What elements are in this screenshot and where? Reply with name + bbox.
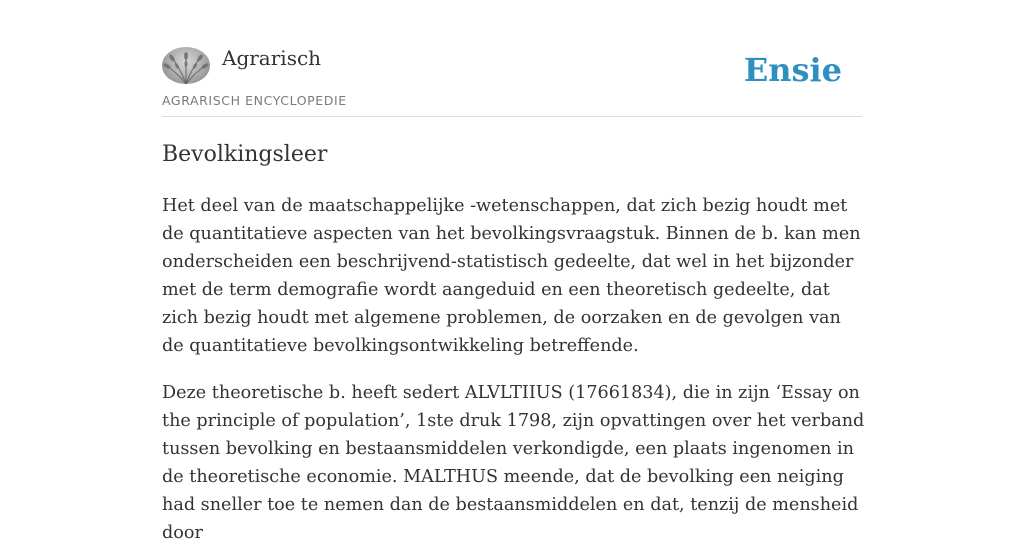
wheat-icon[interactable] (162, 47, 210, 84)
article-paragraph: Het deel van de maatschappelijke -wetenschappen, dat zich bezig houdt met de quantitatieve aspecten van het bevolkingsvraagstuk. Binnen de b. kan men onderscheiden een beschrijvend-statistisch gedeelte, dat wel in het bijzonder met de term demografie wordt aangeduid en een theoretisch gedeelte, dat zich bezig houdt met algemene problemen, de oorzaken en de gevolgen van de quantitatieve bevolkingsontwikkeling betreffende. (162, 196, 861, 356)
source-subtitle: AGRARISCH ENCYCLOPEDIE (162, 93, 347, 108)
header (162, 0, 862, 117)
article-paragraph: Deze theoretische b. heeft sedert ALVLTIIUS (17661834), die in zijn ‘Essay on the principle of population’, 1ste druk 1798, zijn opvattingen over het verband tussen bevolking en bestaansmiddelen verkondigde, een plaats ingenomen in de theoretische economie. MALTHUS meende, dat de bevolking een neiging had sneller toe te nemen dan de bestaansmiddelen en dat, tenzij de mensheid door (162, 383, 865, 543)
article-title: Bevolkingsleer (162, 142, 328, 167)
content-container (162, 0, 865, 543)
brand-logo[interactable]: Ensie (743, 51, 842, 89)
source-name[interactable]: Agrarisch (222, 46, 322, 70)
